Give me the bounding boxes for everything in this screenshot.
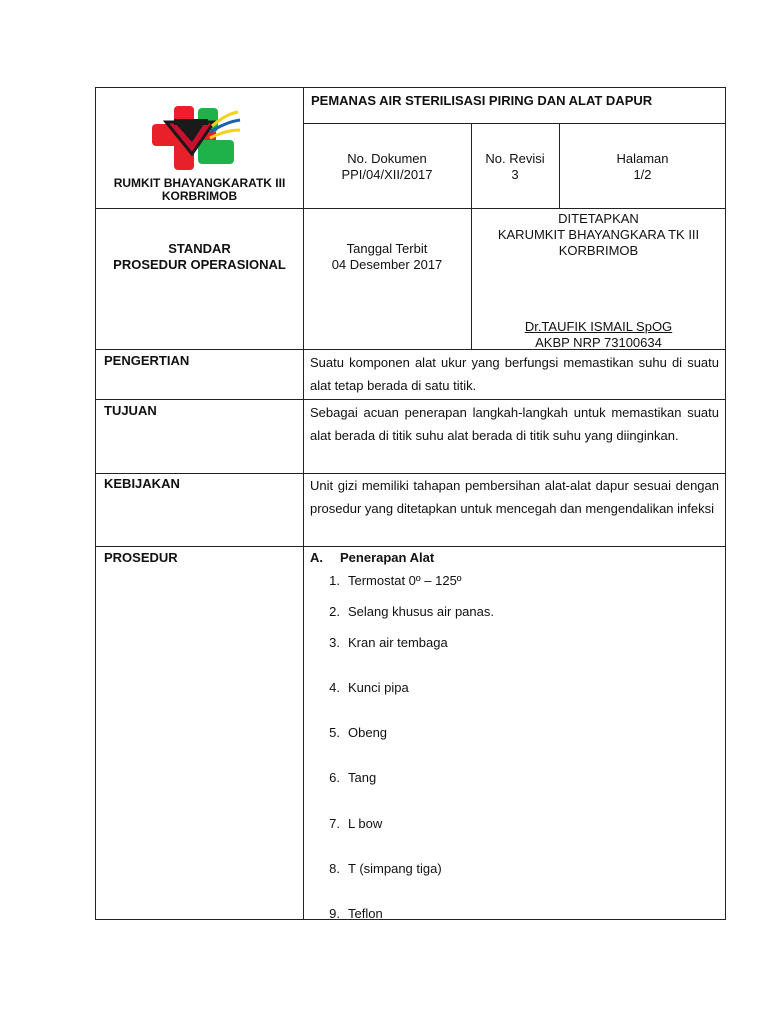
doc-number-cell: No. Dokumen PPI/04/XII/2017 xyxy=(341,151,433,182)
org-name: RUMKIT BHAYANGKARATK III KORBRIMOB xyxy=(113,176,286,203)
signer-id: AKBP NRP 73100634 xyxy=(535,335,662,350)
approval-block: DITETAPKAN KARUMKIT BHAYANGKARA TK III KORBRIMOB xyxy=(497,211,700,258)
issue-date-cell: Tanggal Terbit 04 Desember 2017 xyxy=(331,241,443,272)
page-cell: Halaman 1/2 xyxy=(616,151,669,182)
sop-type-label: STANDAR PROSEDUR OPERASIONAL xyxy=(113,241,286,272)
prosedur-sub-letter: A. xyxy=(310,550,323,565)
divider xyxy=(303,88,304,920)
hospital-logo xyxy=(148,102,244,174)
divider xyxy=(96,208,726,209)
document-title: PEMANAS AIR STERILISASI PIRING DAN ALAT DAPUR xyxy=(311,93,653,108)
divider xyxy=(303,123,726,124)
prosedur-label: PROSEDUR xyxy=(104,550,178,565)
prosedur-sub-title: Penerapan Alat xyxy=(340,550,435,565)
sop-document: RUMKIT BHAYANGKARATK III KORBRIMOB PEMANAS AIR STERILISASI PIRING DAN ALAT DAPUR No. Dokumen PPI/04/XII/2017 No. Revisi 3 Halaman 1/2 STANDAR PROSEDUR OPERASIONAL Tanggal Terbit 04 Desember 2017 DITETAPKAN KARUMKIT BHAYANGKARA TK III KORBRIMOB Dr.TAUFIK ISMAIL SpOG AKBP NRP 73100634 PENGERTIAN Suatu komponen alat ukur yang berfungsi memastikan suhu di suatu alat tetap berada di satu titik. TUJUAN Sebagai acuan penerapan langkah-langkah untuk memastikan suatu alat berada di titik suhu alat berada di titik suhu yang diinginkan. KEBIJAKAN Unit gizi memiliki tahapan pembersihan alat-alat dapur sesuai dengan prosedur yang ditetapkan untuk mencegah dan mengendalikan infeksi PROSEDUR A. Penerapan Alat 1. Termostat 0º – 125º 2. Selang khusus air panas. 3. Kran air tembaga 4. Kunci pipa 5. Obeng 6. Tang 7. L bow 8. T (simpang tiga) 9. Teflon xyxy=(95,87,726,920)
signature-block xyxy=(471,319,726,351)
kebijakan-text: Unit gizi memiliki tahapan pembersihan alat-alat dapur sesuai dengan prosedur yang ditetapkan untuk mencegah dan mengendalikan infeksi xyxy=(310,478,719,516)
tujuan-text: Sebagai acuan penerapan langkah-langkah untuk memastikan suatu alat berada di titik suhu alat berada di titik suhu yang diinginkan. xyxy=(310,405,719,443)
tujuan-label: TUJUAN xyxy=(104,403,157,418)
divider xyxy=(96,399,726,400)
kebijakan-label: KEBIJAKAN xyxy=(104,476,180,491)
signer-name: Dr.TAUFIK ISMAIL SpOG xyxy=(524,319,673,334)
pengertian-label: PENGERTIAN xyxy=(104,353,190,368)
revision-cell: No. Revisi 3 xyxy=(485,151,545,182)
divider xyxy=(96,546,726,547)
pengertian-text: Suatu komponen alat ukur yang berfungsi memastikan suhu di suatu alat tetap berada di satu titik. xyxy=(310,355,719,393)
